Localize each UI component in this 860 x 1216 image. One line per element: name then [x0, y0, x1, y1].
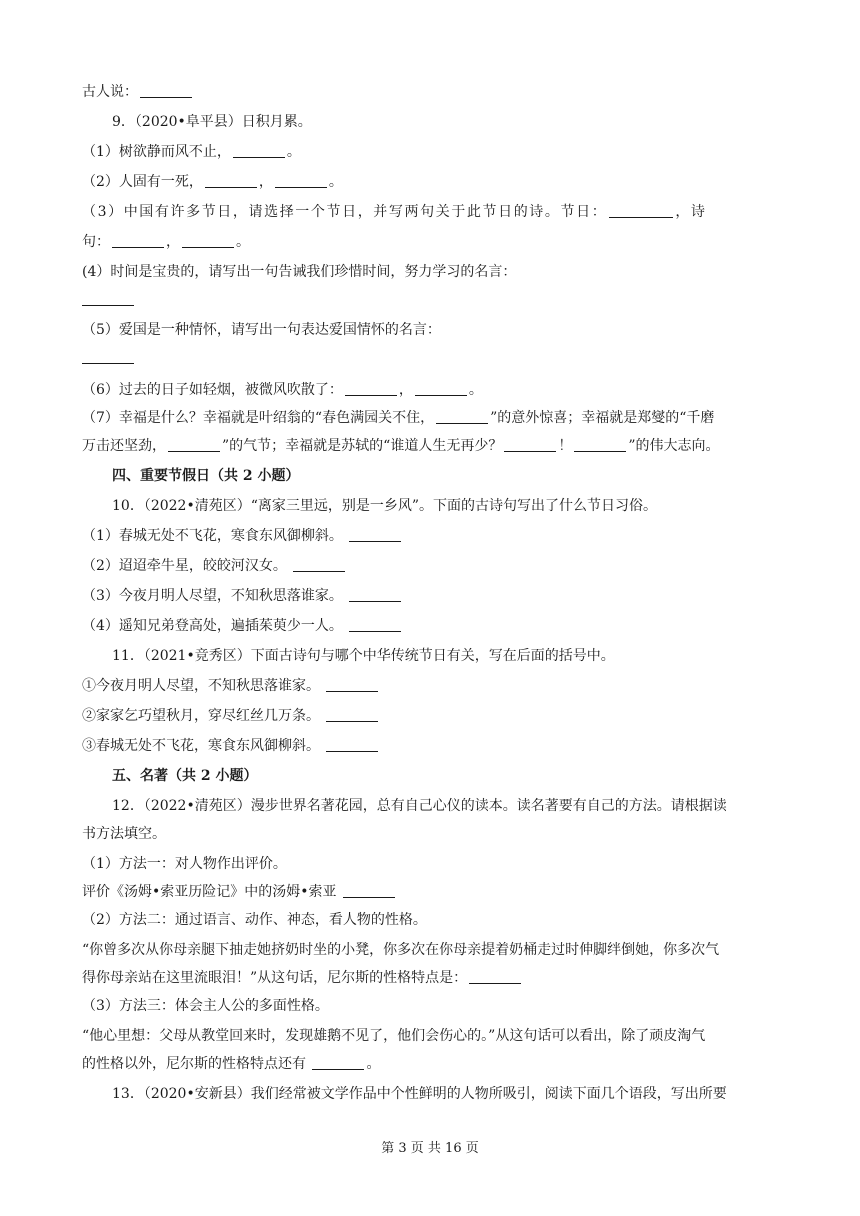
text-line	[82, 348, 782, 368]
answer-blank[interactable]	[293, 557, 345, 572]
answer-blank[interactable]	[609, 203, 673, 218]
answer-blank[interactable]	[574, 437, 626, 452]
question-9: 9．（2020•阜平县）日积月累。	[112, 114, 312, 130]
text-line: （2）人固有一死， ， 。	[82, 174, 343, 190]
answer-blank[interactable]	[82, 349, 134, 364]
section-heading: 五、名著（共 2 小题）	[112, 768, 258, 784]
text-line: （3）方法三：体会主人公的多面性格。	[82, 998, 329, 1014]
text-line: 评价《汤姆•索亚历险记》中的汤姆•索亚	[82, 882, 782, 902]
text-line: 古人说：	[82, 82, 782, 102]
question-10: 10．（2022•清苑区）“离家三里远，别是一乡风”。下面的古诗句写出了什么节日习俗。	[112, 498, 658, 514]
text-line: 万击还坚劲， ”的气节；幸福就是苏轼的“谁道人生无再少？ ！ ”的伟大志向。	[82, 438, 720, 454]
text-line: 句： ， 。	[82, 234, 250, 250]
answer-blank[interactable]	[345, 381, 397, 396]
answer-blank[interactable]	[504, 437, 556, 452]
text-line: “他心里想：父母从教堂回来时，发现雄鹅不见了，他们会伤心的。”从这句话可以看出，除了顽皮淘气	[82, 1028, 706, 1044]
answer-blank[interactable]	[326, 707, 378, 722]
text-line: （1）方法一：对人物作出评价。	[82, 856, 287, 872]
answer-blank[interactable]	[436, 409, 488, 424]
answer-blank[interactable]	[415, 381, 467, 396]
answer-blank[interactable]	[343, 883, 395, 898]
answer-blank[interactable]	[349, 527, 401, 542]
text-line: （4）遥知兄弟登高处，遍插茱萸少一人。	[82, 616, 782, 636]
text-line: （5）爱国是一种情怀，请写出一句表达爱国情怀的名言：	[82, 322, 441, 338]
text-line: ①今夜月明人尽望，不知秋思落谁家。	[82, 676, 782, 696]
text-line: 得你母亲站在这里流眼泪！”从这句话，尼尔斯的性格特点是：	[82, 968, 782, 988]
text-line: （2）迢迢牵牛星，皎皎河汉女。	[82, 556, 782, 576]
text-line: (4）时间是宝贵的，请写出一句告诫我们珍惜时间，努力学习的名言：	[82, 264, 517, 280]
text-line: 的性格以外，尼尔斯的性格特点还有 。	[82, 1056, 381, 1072]
answer-blank[interactable]	[140, 83, 192, 98]
text-line	[82, 290, 782, 310]
answer-blank[interactable]	[326, 677, 378, 692]
text-line: （6）过去的日子如轻烟，被微风吹散了： ， 。	[82, 382, 483, 398]
answer-blank[interactable]	[349, 587, 401, 602]
text-line: ②家家乞巧望秋月，穿尽红丝几万条。	[82, 706, 782, 726]
answer-blank[interactable]	[469, 969, 521, 984]
answer-blank[interactable]	[205, 173, 257, 188]
answer-blank[interactable]	[275, 173, 327, 188]
text-line: （7）幸福是什么？幸福就是叶绍翁的“春色满园关不住， ”的意外惊喜；幸福就是郑燮的“千磨	[82, 410, 715, 426]
question-11: 11．（2021•竞秀区）下面古诗句与哪个中华传统节日有关，写在后面的括号中。	[112, 648, 615, 664]
page-footer: 第 3 页 共 16 页	[381, 1141, 479, 1156]
text-line: “你曾多次从你母亲腿下抽走她挤奶时坐的小凳，你多次在你母亲提着奶桶走过时伸脚绊倒她，你多次气	[82, 942, 720, 958]
answer-blank[interactable]	[349, 617, 401, 632]
answer-blank[interactable]	[168, 437, 220, 452]
answer-blank[interactable]	[112, 233, 164, 248]
question-12: 12．（2022•清苑区）漫步世界名著花园，总有自己心仪的读本。读名著要有自己的方法。请根据读	[112, 798, 727, 814]
text-line: （1）春城无处不飞花，寒食东风御柳斜。	[82, 526, 782, 546]
answer-blank[interactable]	[312, 1055, 364, 1070]
answer-blank[interactable]	[233, 143, 285, 158]
answer-blank[interactable]	[82, 291, 134, 306]
section-heading: 四、重要节假日（共 2 小题）	[112, 468, 300, 484]
text-line: （2）方法二：通过语言、动作、神态，看人物的性格。	[82, 912, 427, 928]
text-line: （1）树欲静而风不止， 。	[82, 144, 301, 160]
question-13: 13．（2020•安新县）我们经常被文学作品中个性鲜明的人物所吸引，阅读下面几个语段，写出所要	[112, 1086, 727, 1102]
text-line: （3）中国有许多节日，请选择一个节日，并写两句关于此节日的诗。节日： ，诗	[82, 204, 707, 220]
answer-blank[interactable]	[326, 737, 378, 752]
text-line: ③春城无处不飞花，寒食东风御柳斜。	[82, 736, 782, 756]
answer-blank[interactable]	[182, 233, 234, 248]
text-line: （3）今夜月明人尽望，不知秋思落谁家。	[82, 586, 782, 606]
text-line: 书方法填空。	[82, 826, 166, 842]
